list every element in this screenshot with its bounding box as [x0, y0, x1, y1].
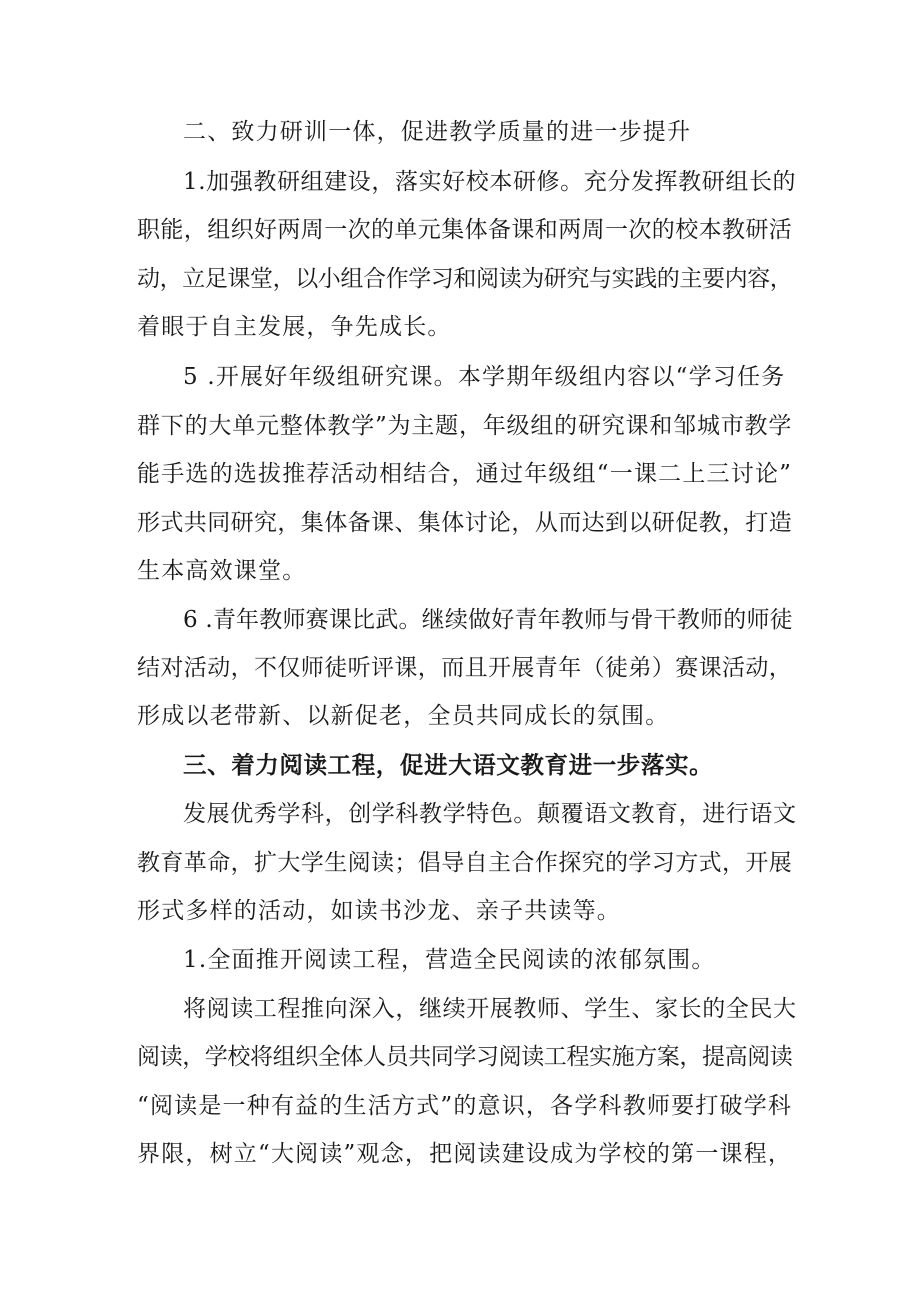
- section-heading-3: 三、着力阅读工程，促进大语文教育进一步落实。: [183, 751, 714, 779]
- paragraph-line: 教育革命，扩大学生阅读；倡导自主合作探究的学习方式，开展: [137, 850, 793, 876]
- paragraph-line: 将阅读工程推向深入，继续开展教师、学生、家长的全民大: [183, 996, 797, 1022]
- paragraph-line: 职能，组织好两周一次的单元集体备课和两周一次的校本教研活: [137, 217, 793, 243]
- paragraph-line: 阅读，学校将组织全体人员共同学习阅读工程实施方案，提高阅读: [137, 1044, 793, 1070]
- paragraph-line: 1.全面推开阅读工程，营造全民阅读的浓郁氛围。: [183, 947, 716, 973]
- paragraph-line: 群下的大单元整体教学”为主题，年级组的研究课和邹城市教学: [137, 413, 793, 439]
- paragraph-line: 结对活动，不仅师徒听评课，而且开展青年（徒弟）赛课活动，: [137, 655, 793, 681]
- paragraph-line: 1.加强教研组建设，落实好校本研修。充分发挥教研组长的: [183, 169, 797, 195]
- paragraph-line: 形式多样的活动，如读书沙龙、亲子共读等。: [137, 898, 621, 924]
- paragraph-line: 5 .开展好年级组研究课。本学期年级组内容以“学习任务: [183, 364, 786, 390]
- paragraph-line: 能手选的选拔推荐活动相结合，通过年级组“一课二上三讨论”: [137, 461, 793, 487]
- paragraph-line: 界限，树立“大阅读”观念，把阅读建设成为学校的第一课程，: [137, 1141, 793, 1167]
- paragraph-line: 6 .青年教师赛课比武。继续做好青年教师与骨干教师的师徒: [183, 607, 793, 633]
- paragraph-line: “阅读是一种有益的生活方式”的意识，各学科教师要打破学科: [137, 1093, 793, 1119]
- paragraph-line: 发展优秀学科，创学科教学特色。颠覆语文教育，进行语文: [183, 801, 797, 827]
- paragraph-line: 生本高效课堂。: [137, 558, 307, 584]
- paragraph-line: 动，立足课堂，以小组合作学习和阅读为研究与实践的主要内容，: [137, 266, 793, 292]
- paragraph-line: 着眼于自主发展，争先成长。: [137, 314, 452, 340]
- section-heading-2: 二、致力研训一体，促进教学质量的进一步提升: [183, 119, 692, 145]
- paragraph-line: 形式共同研究，集体备课、集体讨论，从而达到以研促教，打造: [137, 510, 793, 536]
- paragraph-line: 形成以老带新、以新促老，全员共同成长的氛围。: [137, 703, 670, 729]
